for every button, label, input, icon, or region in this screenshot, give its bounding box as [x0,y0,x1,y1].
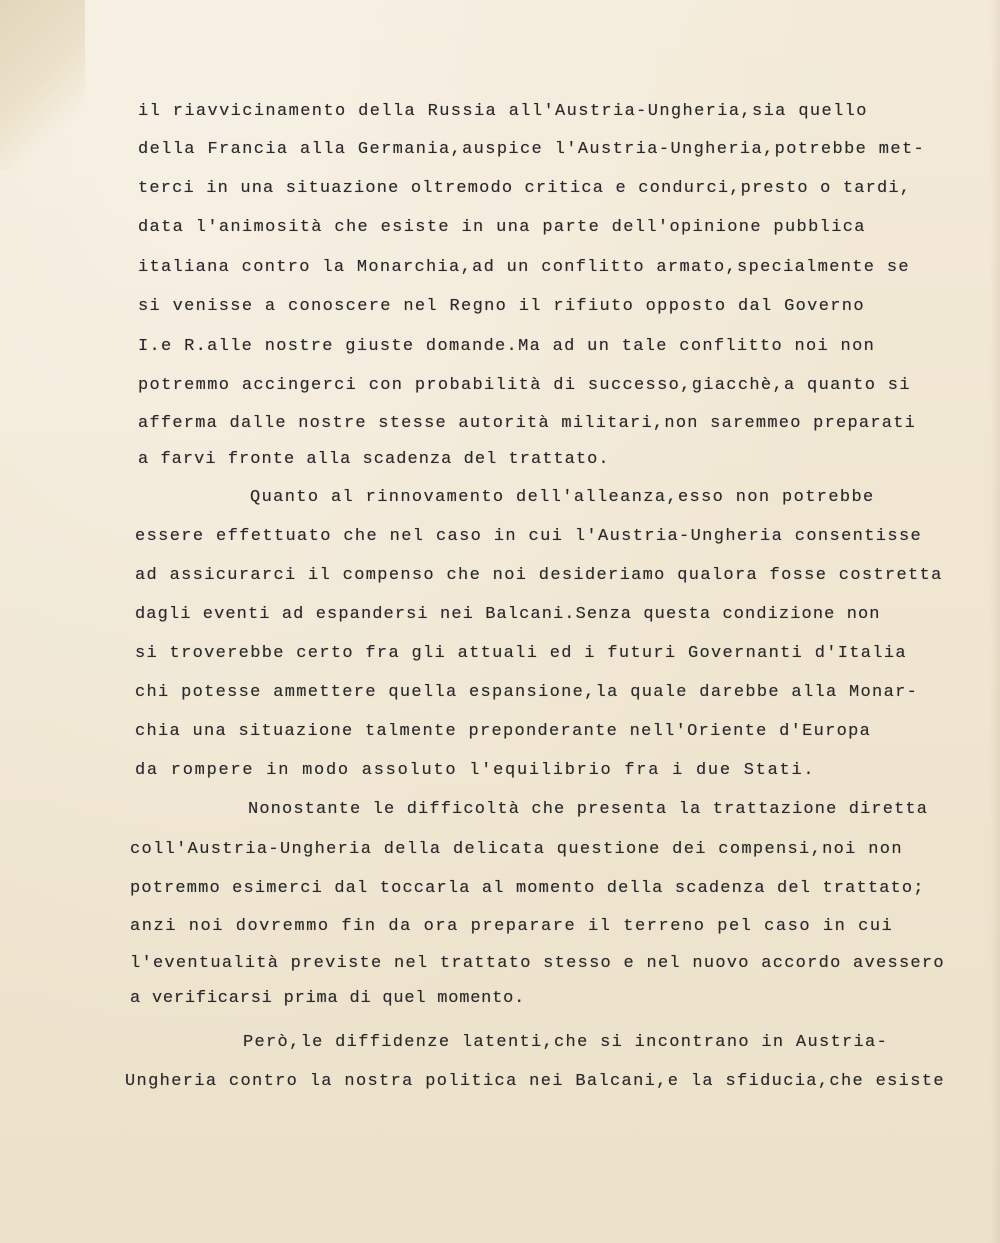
text-line: a farvi fronte alla scadenza del trattato. [138,450,610,469]
text-line: dagli eventi ad espandersi nei Balcani.Senza questa condizione non [135,605,881,624]
text-line: si troverebbe certo fra gli attuali ed i futuri Governanti d'Italia [135,644,907,663]
text-line: a verificarsi prima di quel momento. [130,989,526,1008]
text-line: chia una situazione talmente preponderante nell'Oriente d'Europa [135,722,872,741]
text-line: italiana contro la Monarchia,ad un conflitto armato,specialmente se [138,258,910,277]
text-line: l'eventualità previste nel trattato stesso e nel nuovo accordo avessero [130,954,945,973]
page-edge-shadow [990,0,1000,1243]
text-line: Nonostante le difficoltà che presenta la trattazione diretta [248,800,929,819]
text-line: data l'animosità che esiste in una parte dell'opinione pubblica [138,218,866,237]
text-line: chi potesse ammettere quella espansione,la quale darebbe alla Monar- [135,683,919,702]
text-line: essere effettuato che nel caso in cui l'Austria-Ungheria consentisse [135,527,923,546]
text-line: I.e R.alle nostre giuste domande.Ma ad un tale conflitto noi non [138,337,876,356]
text-line: potremmo esimerci dal toccarla al momento della scadenza del trattato; [130,879,925,898]
text-line: anzi noi dovremmo fin da ora preparare il terreno pel caso in cui [130,917,894,936]
text-line: afferma dalle nostre stesse autorità militari,non saremmeo preparati [138,414,917,433]
text-line: si venisse a conoscere nel Regno il rifiuto opposto dal Governo [138,297,865,316]
text-line: il riavvicinamento della Russia all'Austria-Ungheria,sia quello [138,102,868,121]
text-line: Ungheria contro la nostra politica nei Balcani,e la sfiducia,che esiste [125,1072,945,1091]
text-line: da rompere in modo assoluto l'equilibrio fra i due Stati. [135,761,816,780]
text-line: potremmo accingerci con probabilità di successo,giacchè,a quanto si [138,376,911,395]
text-line: della Francia alla Germania,auspice l'Austria-Ungheria,potrebbe met- [138,140,926,159]
torn-corner [0,0,85,170]
text-line: ad assicurarci il compenso che noi desideriamo qualora fosse costretta [135,566,943,585]
text-line: coll'Austria-Ungheria della delicata questione dei compensi,noi non [130,840,903,859]
text-line: terci in una situazione oltremodo critica e condurci,presto o tardi, [138,179,912,198]
text-line: Quanto al rinnovamento dell'alleanza,esso non potrebbe [250,488,875,507]
text-line: Però,le diffidenze latenti,che si incontrano in Austria- [243,1033,889,1052]
